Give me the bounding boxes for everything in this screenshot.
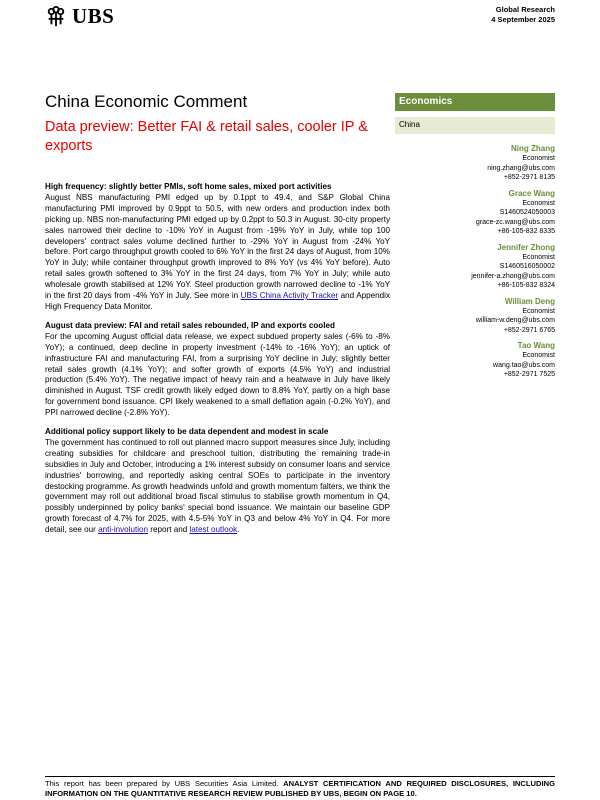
author-entry: [395, 341, 555, 380]
author-entry: [395, 189, 555, 237]
author-email[interactable]: william-w.deng@ubs.com: [475, 317, 555, 324]
disclosure-footer: [45, 779, 555, 799]
author-phone: +852-2971 6765: [503, 326, 555, 334]
brand-name: UBS: [72, 4, 115, 28]
report-title: Data preview: Better FAI & retail sales, cooler IP & exports: [45, 119, 368, 154]
header-info: [491, 5, 555, 25]
author-name: William Deng: [504, 296, 555, 306]
author-email[interactable]: jennifer-a.zhong@ubs.com: [471, 272, 555, 280]
section-body-high-frequency: [45, 193, 390, 313]
anti-involution-link[interactable]: anti-involution: [98, 525, 149, 535]
section-body-data-preview: For the upcoming August official data release, we expect subdued property sales (-6% to -8% YoY); a continued, deep decline in property investment (-14% to -16% YoY); an uptick of infrastructure FAI and manufacturing FAI, from a surprising YoY decline in July; slightly better retail sales growth (4.1% YoY); and softer growth of exports (4.5% YoY) and industrial production (5.4% YoY). The negative impact of heavy rain and a heatwave in July have likely diminished in August. TSF credit growth likely edged down to 8.8% YoY, partly on a high base for government bond issuance. CPI likely weakened to a small deflation again (-0.2% YoY), and PPI narrowed decline (-2.8% YoY).: [45, 331, 390, 418]
author-id: S1460524050003: [499, 209, 555, 216]
author-id: S1460516050002: [499, 263, 555, 270]
author-phone: +852-2971 7525: [503, 371, 555, 378]
paragraph-text: August NBS manufacturing PMI edged up by 0.1ppt to 49.4, and S&P Global China manufacturing PMI improved by 0.9ppt to 50.5, with new orders and production index both picking up. NBS non-manufacturing PMI edged up by 0.2ppt to 50.3 in August. 30-city property sales narrowed their decline to -10% YoY in August from -19% YoY in July, while top 100 developers' contract sales volume declined further to -29% YoY in August from -24% YoY before. Port cargo throughput growth cooled to 6% YoY in the first 24 days of August, from 10% YoY in July; while container throughput growth improved to 8% YoY (vs 4% YoY before). Auto retail sales growth softened to 3% YoY in the first 24 days, from 7% YoY in July; while auto wholesale growth stabilised at 12% YoY. Steel production growth narrowed decline to -1% YoY in the first 20 days from -4% YoY in July. See more in: [45, 192, 390, 301]
author-phone: +86-105-832 8324: [497, 282, 555, 289]
paragraph-text: and Appendix High Frequency Data Monitor.: [45, 291, 390, 311]
author-phone: +86-105-832 8335: [497, 228, 555, 235]
author-email[interactable]: ning.zhang@ubs.com: [487, 164, 555, 172]
sidebar: [395, 93, 555, 386]
author-name: Ning Zhang: [511, 144, 555, 153]
author-role: Economist: [522, 253, 555, 261]
report-body: [45, 182, 390, 544]
author-role: Economist: [522, 199, 555, 207]
paragraph-text: report and: [148, 525, 190, 535]
division-label: Global Research: [495, 5, 555, 14]
author-role: Economist: [522, 307, 555, 315]
activity-tracker-link[interactable]: UBS China Activity Tracker: [240, 291, 339, 301]
ubs-keys-icon: [45, 6, 67, 28]
author-entry: [395, 243, 555, 291]
section-heading-high-frequency: High frequency: slightly better PMIs, soft home sales, mixed port activities: [45, 182, 332, 191]
author-list: [395, 144, 555, 380]
author-email[interactable]: wang.tao@ubs.com: [493, 361, 555, 369]
author-name: Grace Wang: [508, 188, 555, 198]
document-type: China Economic Comment: [45, 92, 248, 111]
ubs-logo: [45, 4, 114, 29]
author-role: Economist: [522, 352, 555, 359]
author-name: Jennifer Zhong: [497, 242, 555, 252]
sidebar-heading: Economics: [395, 93, 555, 111]
author-entry: [395, 297, 555, 336]
author-phone: +852-2971 8135: [503, 174, 555, 181]
author-email[interactable]: grace-zc.wang@ubs.com: [475, 218, 555, 226]
section-heading-policy-support: Additional policy support likely to be data dependent and modest in scale: [45, 427, 329, 437]
section-body-policy-support: [45, 438, 390, 536]
footer-lead: This report has been prepared by UBS Securities Asia Limited.: [45, 779, 284, 788]
footer-disclosure: ANALYST CERTIFICATION AND REQUIRED DISCLOSURES, INCLUDING INFORMATION ON THE QUANTITATIVE RESEARCH REVIEW PUBLISHED BY UBS, BEGIN ON PAGE 10.: [45, 779, 555, 798]
sidebar-region: China: [395, 117, 555, 134]
footer-divider: [45, 776, 555, 777]
author-name: Tao Wang: [517, 341, 555, 350]
author-entry: [395, 144, 555, 183]
report-date: 4 September 2025: [491, 15, 555, 24]
paragraph-text: .: [237, 525, 240, 535]
latest-outlook-link[interactable]: latest outlook: [189, 525, 238, 535]
author-role: Economist: [522, 155, 555, 162]
section-heading-data-preview: August data preview: FAI and retail sales rebounded, IP and exports cooled: [45, 320, 335, 330]
paragraph-text: The government has continued to roll out planned macro support measures since July, including creating subsidies for childcare and preschool tuition, distributing the remaining trade-in subsidies in July and October, introducing a 1% interest subsidy on consumer loans and service industries' borrowing, and reportedly asking central SOEs to participate in the inventory destocking programme. As growth headwinds unfold and growth momentum falters, we think the government may roll out additional broad fiscal stimulus to stabilise growth momentum in Q4, possibly underpinned by policy banks' special bond issuance. We maintain our baseline GDP growth forecast of 4.7% for 2025, with 4.5-5% YoY in Q3 and below 4% YoY in Q4. For more detail, see our: [45, 437, 390, 535]
